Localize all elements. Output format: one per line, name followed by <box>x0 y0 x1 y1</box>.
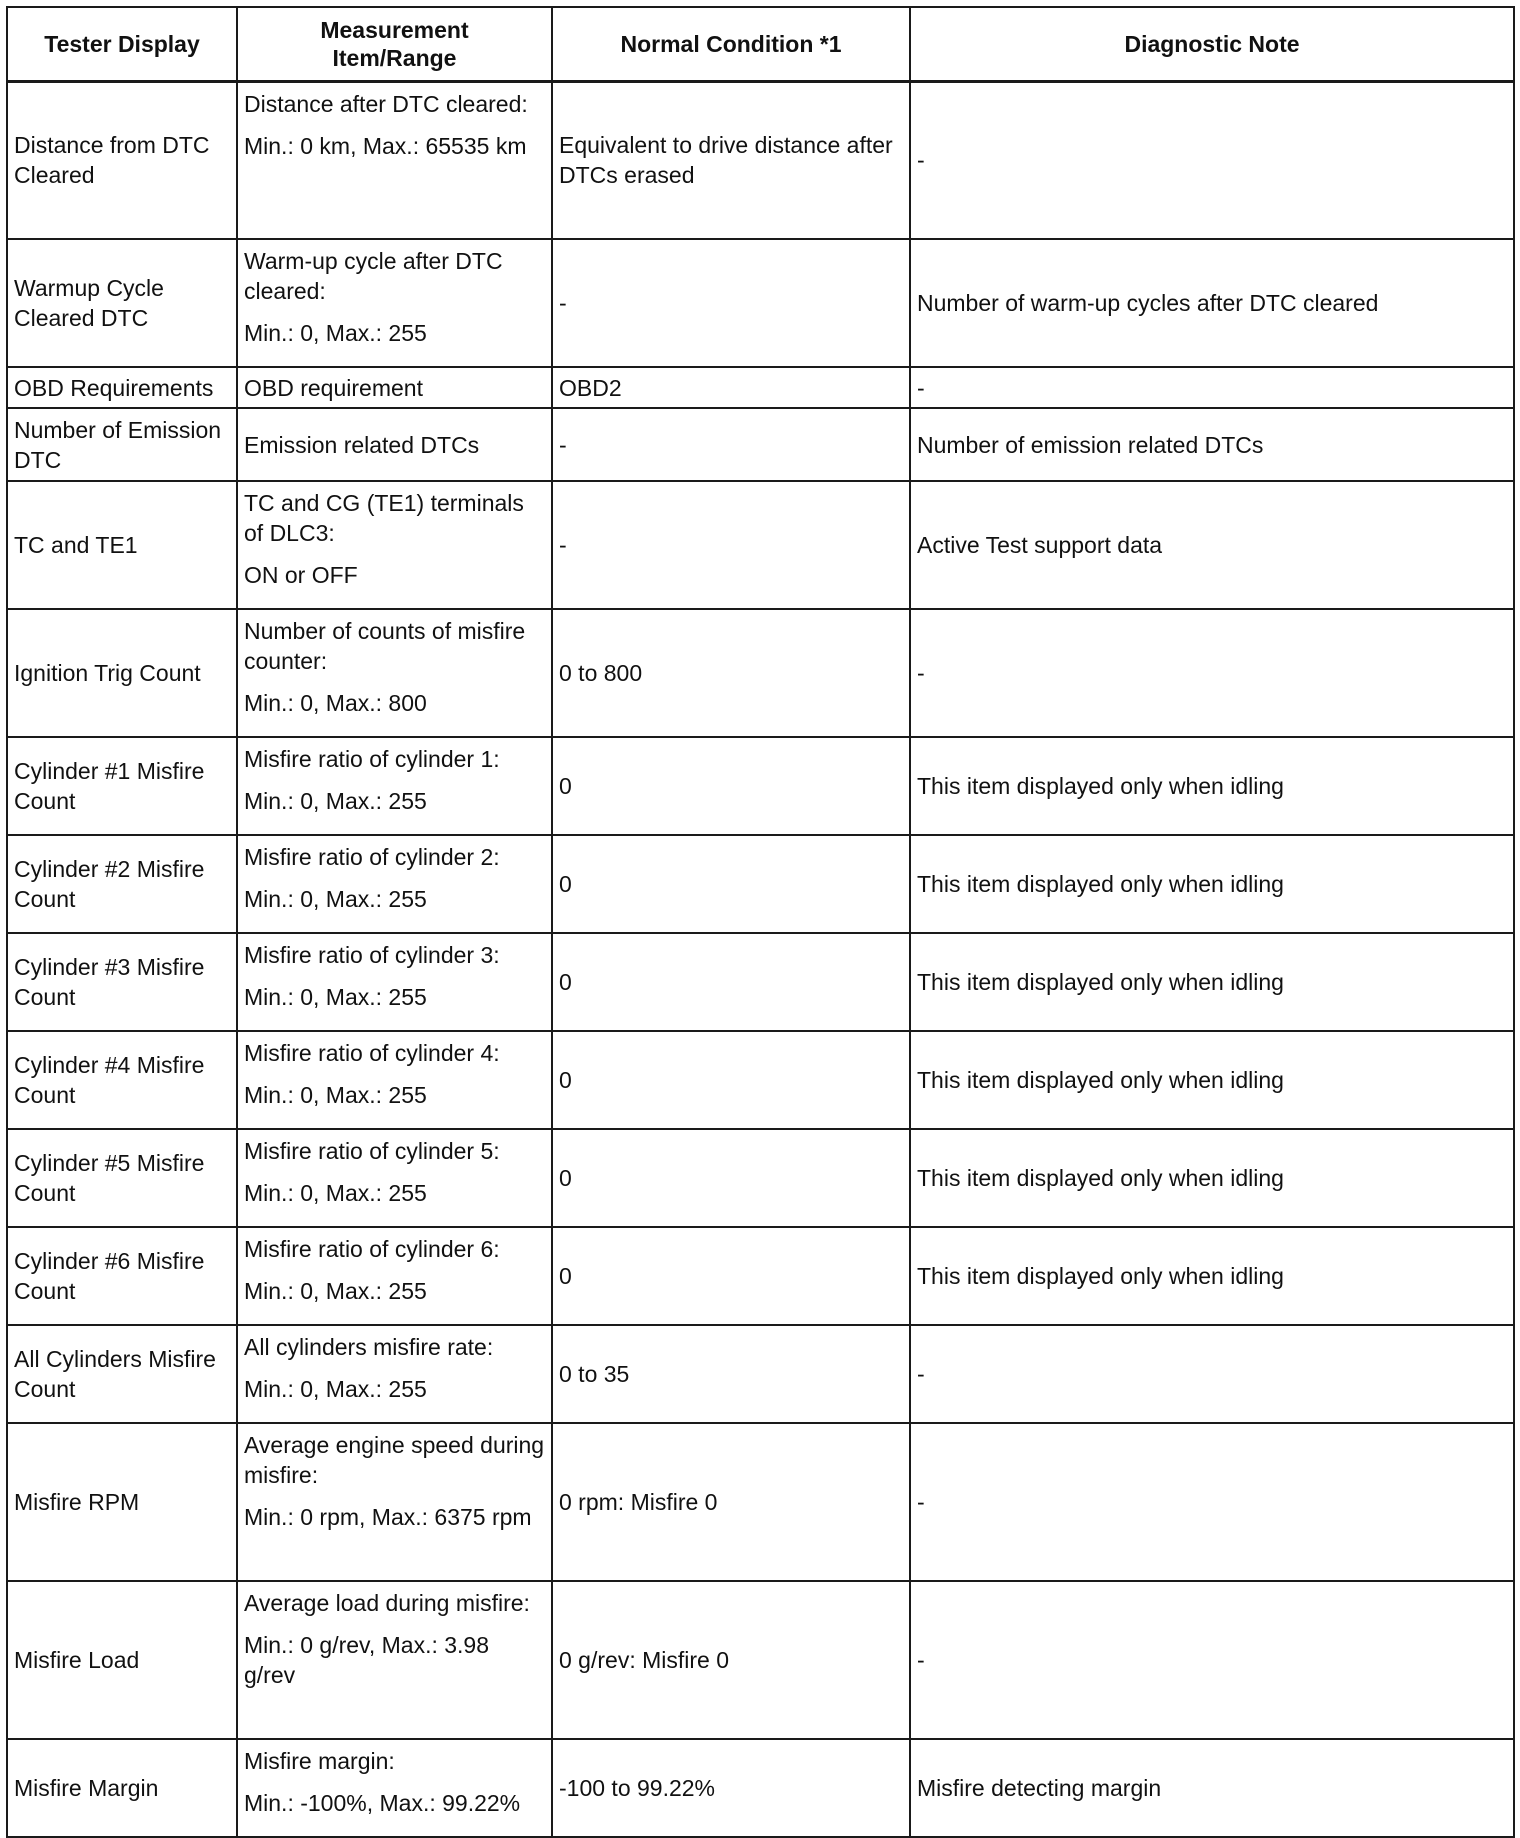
table-row <box>7 933 1514 1031</box>
measurement-item: Average load during misfire: <box>244 1590 530 1616</box>
header-row <box>7 7 1514 81</box>
measurement-item: Distance after DTC cleared: <box>244 90 528 117</box>
measurement-item: Average engine speed during misfire: <box>244 1432 545 1488</box>
diagnostic-note-cell: - <box>910 1423 1514 1581</box>
table-row <box>7 835 1514 933</box>
diagnostic-note-cell: Number of warm-up cycles after DTC cleared <box>910 239 1514 367</box>
measurement-cell <box>237 81 552 239</box>
table-row <box>7 609 1514 737</box>
diagnostic-note-cell: - <box>910 1325 1514 1423</box>
diagnostic-note-cell: - <box>910 609 1514 737</box>
tester-display-cell: Cylinder #4 Misfire Count <box>7 1031 237 1129</box>
diagnostic-note-cell: This item displayed only when idling <box>910 835 1514 933</box>
measurement-item: Number of counts of misfire counter: <box>244 618 526 674</box>
normal-condition-cell: 0 to 35 <box>552 1325 910 1423</box>
table-row <box>7 367 1514 408</box>
tester-display-cell: Cylinder #3 Misfire Count <box>7 933 237 1031</box>
tester-display-cell: Cylinder #6 Misfire Count <box>7 1227 237 1325</box>
normal-condition-cell: 0 <box>552 1129 910 1227</box>
measurement-item: Misfire ratio of cylinder 2: <box>244 844 500 870</box>
normal-condition-cell: 0 <box>552 933 910 1031</box>
measurement-range: Min.: 0 km, Max.: 65535 km <box>244 132 527 159</box>
measurement-range: Min.: 0, Max.: 255 <box>244 1278 427 1304</box>
measurement-cell <box>237 1325 552 1423</box>
normal-condition-cell: OBD2 <box>552 367 910 408</box>
measurement-range: Min.: -100%, Max.: 99.22% <box>244 1790 521 1816</box>
normal-condition-cell: 0 <box>552 1031 910 1129</box>
measurement-cell: OBD requirement <box>237 367 552 408</box>
tester-display-cell: Number of Emission DTC <box>7 408 237 481</box>
diagnostic-note-cell: - <box>910 367 1514 408</box>
table-row <box>7 408 1514 481</box>
measurement-cell <box>237 1129 552 1227</box>
normal-condition-cell: 0 g/rev: Misfire 0 <box>552 1581 910 1739</box>
measurement-range: Min.: 0, Max.: 255 <box>244 1180 427 1206</box>
measurement-item: Misfire ratio of cylinder 6: <box>244 1236 500 1262</box>
measurement-range: Min.: 0, Max.: 255 <box>244 984 427 1010</box>
measurement-cell: Emission related DTCs <box>237 408 552 481</box>
measurement-item: Misfire ratio of cylinder 3: <box>244 942 500 968</box>
diagnostic-note-cell: This item displayed only when idling <box>910 737 1514 835</box>
tester-display-cell: Cylinder #2 Misfire Count <box>7 835 237 933</box>
header-diagnostic-note: Diagnostic Note <box>910 7 1514 81</box>
header-measurement-item-range <box>237 7 552 81</box>
table-row <box>7 1423 1514 1581</box>
table-row <box>7 1739 1514 1837</box>
measurement-range: ON or OFF <box>244 562 358 588</box>
measurement-item: Misfire ratio of cylinder 5: <box>244 1138 500 1164</box>
diagnostic-note-cell: This item displayed only when idling <box>910 1129 1514 1227</box>
measurement-cell <box>237 933 552 1031</box>
table-row <box>7 481 1514 609</box>
table-row <box>7 737 1514 835</box>
normal-condition-cell: 0 <box>552 835 910 933</box>
measurement-item: Warm-up cycle after DTC cleared: <box>244 248 503 304</box>
tester-display-cell: Distance from DTC Cleared <box>7 81 237 239</box>
measurement-cell <box>237 239 552 367</box>
measurement-item: All cylinders misfire rate: <box>244 1334 494 1360</box>
measurement-cell <box>237 1423 552 1581</box>
measurement-range: Min.: 0, Max.: 255 <box>244 1082 427 1108</box>
measurement-cell <box>237 1031 552 1129</box>
normal-condition-cell: - <box>552 408 910 481</box>
header-tester-display: Tester Display <box>7 7 237 81</box>
measurement-item: TC and CG (TE1) terminals of DLC3: <box>244 490 524 546</box>
tester-display-cell: Ignition Trig Count <box>7 609 237 737</box>
table-row <box>7 1227 1514 1325</box>
diagnostic-note-cell: Active Test support data <box>910 481 1514 609</box>
header-normal-condition: Normal Condition *1 <box>552 7 910 81</box>
normal-condition-cell: - <box>552 239 910 367</box>
tester-display-cell: OBD Requirements <box>7 367 237 408</box>
diagnostic-note-cell: This item displayed only when idling <box>910 1227 1514 1325</box>
data-list-table <box>6 6 1515 1838</box>
header-measurement-line1: Measurement <box>320 16 469 43</box>
measurement-cell <box>237 609 552 737</box>
normal-condition-cell: - <box>552 481 910 609</box>
diagnostic-note-cell: Number of emission related DTCs <box>910 408 1514 481</box>
table-row <box>7 1581 1514 1739</box>
measurement-cell <box>237 737 552 835</box>
header-measurement-line2: Item/Range <box>332 44 457 71</box>
measurement-range: Min.: 0, Max.: 255 <box>244 886 427 912</box>
measurement-cell <box>237 1581 552 1739</box>
tester-display-cell: Cylinder #5 Misfire Count <box>7 1129 237 1227</box>
tester-display-cell: Cylinder #1 Misfire Count <box>7 737 237 835</box>
measurement-range: Min.: 0, Max.: 255 <box>244 788 427 814</box>
measurement-item: Misfire margin: <box>244 1748 395 1774</box>
measurement-range: Min.: 0, Max.: 800 <box>244 690 427 716</box>
normal-condition-cell: 0 rpm: Misfire 0 <box>552 1423 910 1581</box>
normal-condition-cell: 0 <box>552 737 910 835</box>
diagnostic-note-cell: This item displayed only when idling <box>910 1031 1514 1129</box>
tester-display-cell: Misfire Margin <box>7 1739 237 1837</box>
normal-condition-cell: -100 to 99.22% <box>552 1739 910 1837</box>
tester-display-cell: All Cylinders Misfire Count <box>7 1325 237 1423</box>
measurement-cell <box>237 481 552 609</box>
measurement-item: Misfire ratio of cylinder 1: <box>244 746 500 772</box>
measurement-item: Misfire ratio of cylinder 4: <box>244 1040 500 1066</box>
measurement-cell <box>237 1227 552 1325</box>
measurement-range: Min.: 0, Max.: 255 <box>244 1376 427 1402</box>
tester-display-cell: TC and TE1 <box>7 481 237 609</box>
measurement-range: Min.: 0 rpm, Max.: 6375 rpm <box>244 1504 532 1530</box>
table-row <box>7 1325 1514 1423</box>
table-row <box>7 1129 1514 1227</box>
diagnostic-note-cell: Misfire detecting margin <box>910 1739 1514 1837</box>
normal-condition-cell: 0 to 800 <box>552 609 910 737</box>
diagnostic-note-cell: - <box>910 1581 1514 1739</box>
diagnostic-note-cell: This item displayed only when idling <box>910 933 1514 1031</box>
table-row <box>7 81 1514 239</box>
tester-display-cell: Warmup Cycle Cleared DTC <box>7 239 237 367</box>
measurement-range: Min.: 0 g/rev, Max.: 3.98 g/rev <box>244 1632 490 1688</box>
tester-display-cell: Misfire Load <box>7 1581 237 1739</box>
table-row <box>7 239 1514 367</box>
normal-condition-cell: Equivalent to drive distance after DTCs erased <box>552 81 910 239</box>
measurement-cell <box>237 1739 552 1837</box>
normal-condition-cell: 0 <box>552 1227 910 1325</box>
diagnostic-note-cell: - <box>910 81 1514 239</box>
measurement-range: Min.: 0, Max.: 255 <box>244 320 427 346</box>
tester-display-cell: Misfire RPM <box>7 1423 237 1581</box>
table-row <box>7 1031 1514 1129</box>
measurement-cell <box>237 835 552 933</box>
